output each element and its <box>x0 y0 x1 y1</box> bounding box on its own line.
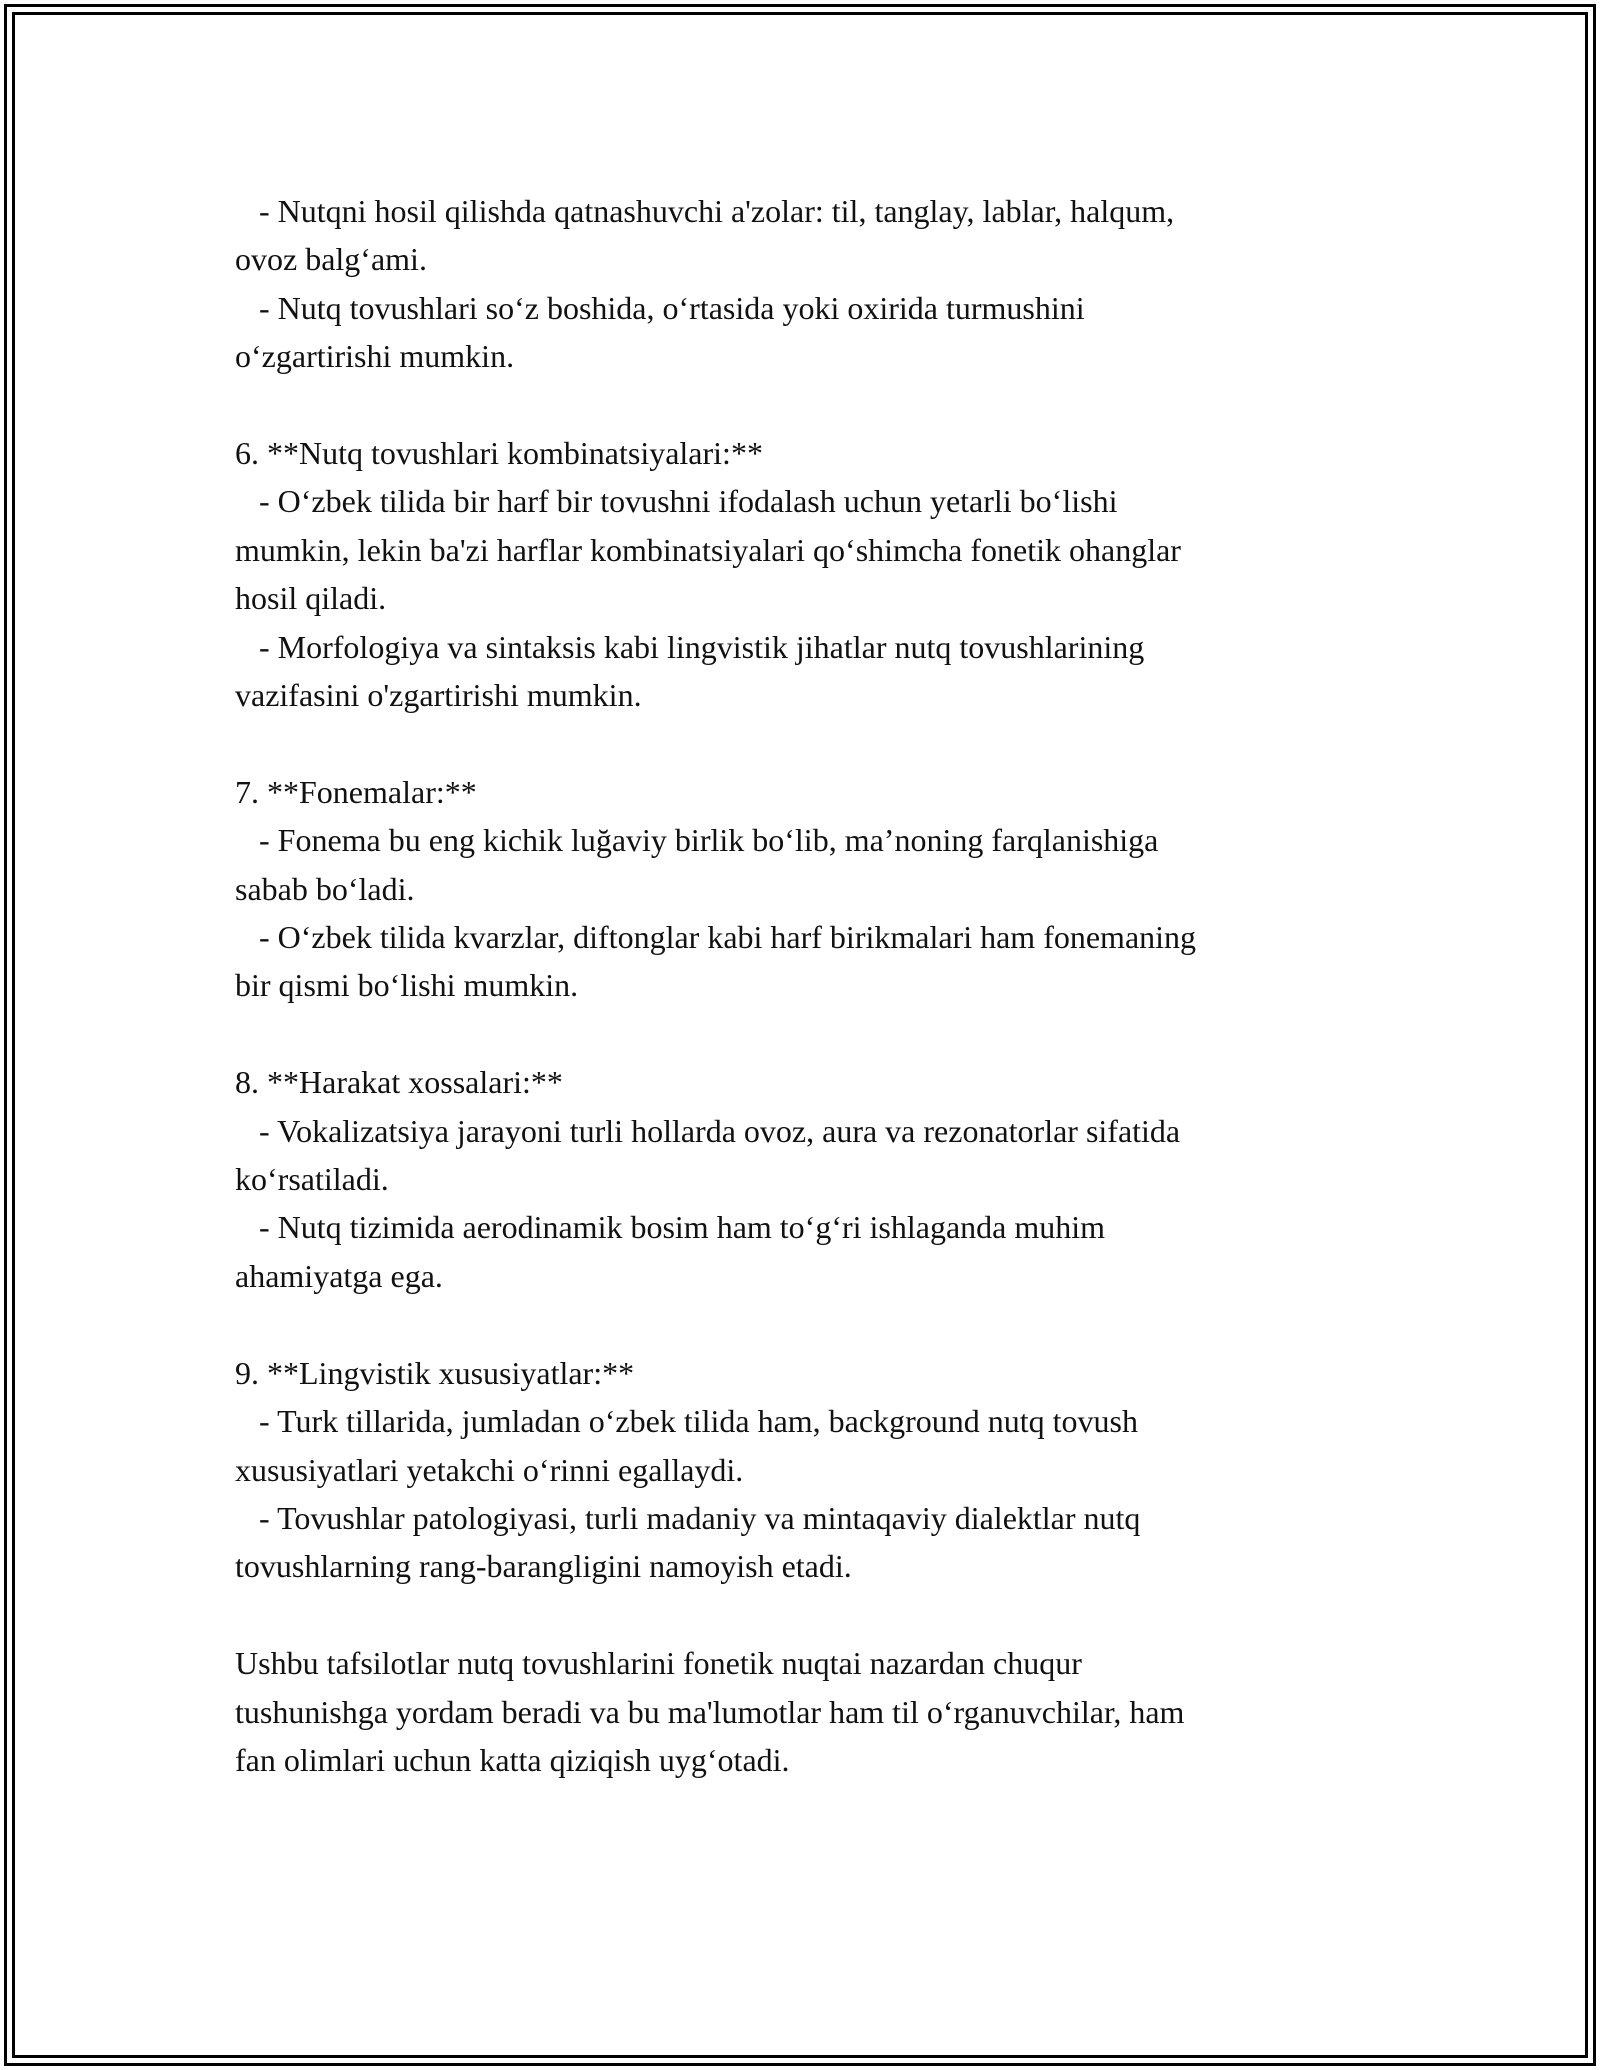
section-heading: 6. **Nutq tovushlari kombinatsiyalari:** <box>235 435 763 472</box>
intro-block <box>235 187 1355 381</box>
text-line: ko‘rsatiladi. <box>235 1161 389 1198</box>
section-heading: 8. **Harakat xossalari:** <box>235 1064 563 1101</box>
text-line: vazifasini o'zgartirishi mumkin. <box>235 677 642 714</box>
section-heading: 9. **Lingvistik xususiyatlar:** <box>235 1354 635 1391</box>
text-line: ahamiyatga ega. <box>235 1257 443 1294</box>
section-6 <box>235 429 1355 719</box>
text-line: - Nutq tizimida aerodinamik bosim ham to‘g‘ri ishlaganda muhim <box>235 1209 1106 1246</box>
text-line: ovoz balg‘ami. <box>235 241 427 278</box>
text-line: tushunishga yordam beradi va bu ma'lumotlar ham til o‘rganuvchilar, ham <box>235 1693 1185 1730</box>
section-9 <box>235 1349 1355 1591</box>
text-line: xususiyatlari yetakchi o‘rinni egallaydi. <box>235 1451 744 1488</box>
text-line: fan olimlari uchun katta qiziqish uyg‘otadi. <box>235 1741 790 1778</box>
text-line: - Nutqni hosil qilishda qatnashuvchi a'zolar: til, tanglay, lablar, halqum, <box>235 193 1175 229</box>
section-8 <box>235 1058 1355 1300</box>
text-line: o‘zgartirishi mumkin. <box>235 338 515 375</box>
conclusion-paragraph <box>235 1639 1355 1784</box>
text-line: sabab bo‘ladi. <box>235 870 415 907</box>
text-line: - Fonema bu eng kichik luğaviy birlik bo‘lib, ma’noning farqlanishiga <box>235 822 1159 859</box>
text-line: - Turk tillarida, jumladan o‘zbek tilida ham, background nutq tovush <box>235 1403 1138 1440</box>
text-line: - O‘zbek tilida bir harf bir tovushni ifodalash uchun yetarli bo‘lishi <box>235 483 1118 520</box>
text-line: - Vokalizatsiya jarayoni turli hollarda ovoz, aura va rezonatorlar sifatida <box>235 1112 1181 1149</box>
text-line: tovushlarning rang-barangligini namoyish etadi. <box>235 1548 852 1585</box>
text-line: - O‘zbek tilida kvarzlar, diftonglar kabi harf birikmalari ham fonemaning <box>235 919 1197 956</box>
section-heading: 7. **Fonemalar:** <box>235 773 477 810</box>
text-line: bir qismi bo‘lishi mumkin. <box>235 967 579 1004</box>
section-7 <box>235 768 1355 1010</box>
text-line: - Morfologiya va sintaksis kabi lingvistik jihatlar nutq tovushlarining <box>235 628 1145 665</box>
text-line: hosil qiladi. <box>235 580 387 617</box>
text-line: Ushbu tafsilotlar nutq tovushlarini fonetik nuqtai nazardan chuqur <box>235 1645 1082 1682</box>
text-line: - Tovushlar patologiyasi, turli madaniy va mintaqaviy dialektlar nutq <box>235 1499 1141 1536</box>
document-body <box>235 187 1355 1833</box>
text-line: mumkin, lekin ba'zi harflar kombinatsiyalari qo‘shimcha fonetik ohanglar <box>235 531 1181 568</box>
text-line: - Nutq tovushlari so‘z boshida, o‘rtasida yoki oxirida turmushini <box>235 289 1085 326</box>
